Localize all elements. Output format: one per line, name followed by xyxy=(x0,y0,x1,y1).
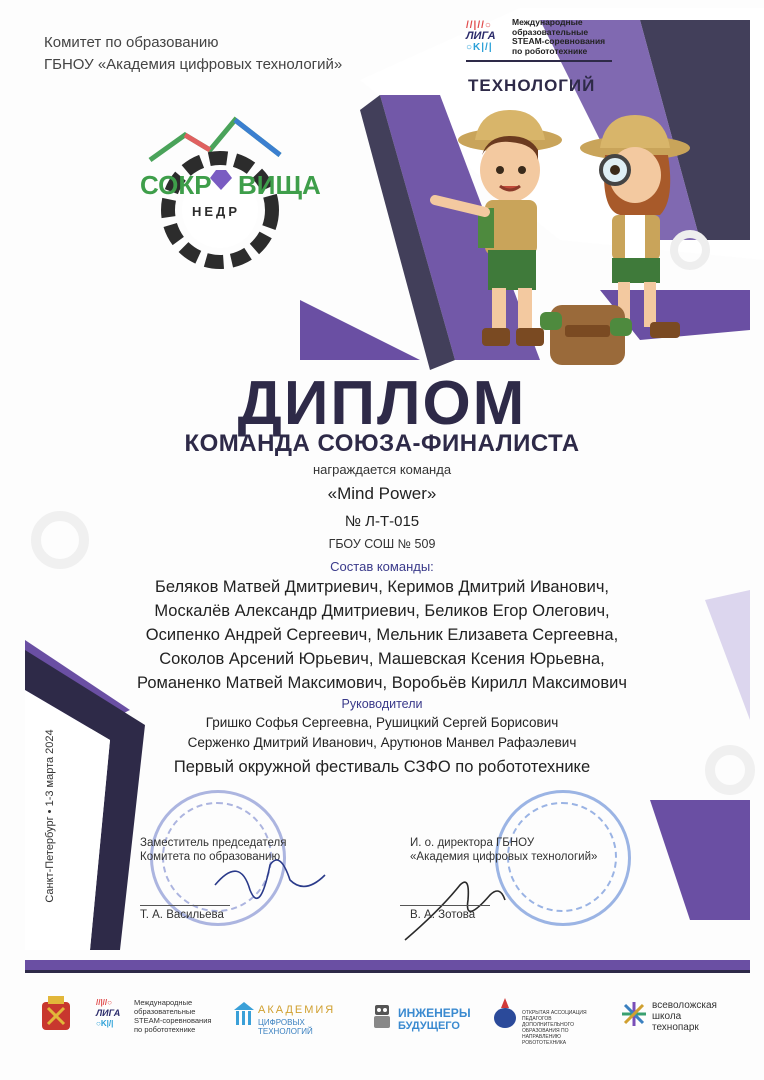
kids-explorers-illustration xyxy=(430,100,710,370)
leader-line: Гришко Софья Сергеевна, Рушицкий Сергей Борисович xyxy=(205,715,559,730)
league-grid-icon: //|//○ ЛИГА ○K|/| xyxy=(466,20,496,53)
association-logo xyxy=(492,996,602,1046)
engineers-logo xyxy=(370,1000,470,1036)
vsevolozhsk-line-2: школа xyxy=(652,1011,682,1022)
right-signer-role-1: И. о. директора ГБНОУ xyxy=(410,837,535,849)
city-date-vertical: Санкт-Петербург • 1-3 марта 2024 xyxy=(44,729,56,903)
left-signer-role-2: Комитета по образованию xyxy=(140,851,281,863)
association-text: ОТКРЫТАЯ АССОЦИАЦИЯ ПЕДАГОГОВ ДОПОЛНИТЕЛЬНОГО ОБРАЗОВАНИЯ ПО НАПРАВЛЕНИЮ РОБОТОТЕХНИКА xyxy=(522,1010,587,1046)
team-name: «Mind Power» xyxy=(327,484,437,503)
logo-word-bottom: НЕДР xyxy=(192,204,240,219)
sokrovishcha-nedr-logo xyxy=(140,110,321,280)
engineers-top: ИНЖЕНЕРЫ xyxy=(398,1006,471,1020)
member-line: Романенко Матвей Максимович, Воробьёв Кирилл Максимович xyxy=(137,674,627,692)
event-name: Первый окружной фестиваль СЗФО по робототехнике xyxy=(173,758,591,776)
league-word: ЛИГА xyxy=(466,30,496,42)
academy-building-icon xyxy=(232,1000,256,1030)
organizer-line-1: Комитет по образованию xyxy=(44,34,219,51)
member-line: Осипенко Андрей Сергеевич, Мельник Елизавета Сергеевна, xyxy=(145,626,619,644)
right-signer-role-2: «Академия цифровых технологий» xyxy=(410,851,598,863)
member-line: Соколов Арсений Юрьевич, Машевская Ксения Юрьевна, xyxy=(159,650,605,668)
vsevolozhsk-line-1: всеволожская xyxy=(652,1000,717,1011)
footer-league-word: ЛИГА xyxy=(96,1008,121,1018)
logo-word-right: ВИЩА xyxy=(238,170,321,200)
member-line: Москалёв Александр Дмитриевич, Беликов Егор Олегович, xyxy=(154,602,610,620)
technopark-star-icon xyxy=(620,1000,648,1028)
organizer-line-2: ГБНОУ «Академия цифровых технологий» xyxy=(44,56,343,73)
vsevolozhsk-technopark-logo xyxy=(620,996,740,1036)
roster-label: Состав команды: xyxy=(330,559,434,574)
diploma-subtitle: КОМАНДА СОЮЗА-ФИНАЛИСТА xyxy=(184,430,580,457)
logo-word-left: СОКР xyxy=(140,170,212,200)
league-logo xyxy=(466,18,616,98)
league-description: Международные образовательные STEAM-соревнования по робототехнике xyxy=(512,17,606,56)
spb-coat-of-arms-icon xyxy=(34,992,78,1036)
footer-league-description: Международные образовательные STEAM-соревнования по робототехнике xyxy=(134,998,212,1034)
right-signer-name: В. А. Зотова xyxy=(410,909,476,921)
association-emblem-icon xyxy=(492,996,518,1030)
academy-bottom: ЦИФРОВЫХ ТЕХНОЛОГИЙ xyxy=(258,1018,313,1036)
footer-league-grid-icon: //|//○ ЛИГА ○K|/| xyxy=(96,998,121,1028)
member-line: Беляков Матвей Дмитриевич, Керимов Дмитрий Иванович, xyxy=(154,578,610,596)
academy-top: АКАДЕМИЯ xyxy=(258,1004,336,1016)
diploma-number: № Л-Т-015 xyxy=(344,513,420,530)
diploma-title: ДИПЛОМ xyxy=(237,369,527,438)
school-name: ГБОУ СОШ № 509 xyxy=(328,537,436,551)
league-technologies: ТЕХНОЛОГИЙ xyxy=(468,76,596,95)
left-signer-name: Т. А. Васильева xyxy=(140,909,224,921)
leaders-label: Руководители xyxy=(341,697,423,711)
robot-icon xyxy=(370,1002,394,1032)
awarded-text: награждается команда xyxy=(312,462,452,477)
engineers-bottom: БУДУЩЕГО xyxy=(398,1020,460,1032)
vsevolozhsk-line-3: технопарк xyxy=(652,1022,699,1033)
left-signer-role-1: Заместитель председателя xyxy=(140,837,287,849)
academy-logo xyxy=(232,1000,352,1034)
leader-line: Серженко Дмитрий Иванович, Арутюнов Манвел Рафаэлевич xyxy=(187,735,577,750)
